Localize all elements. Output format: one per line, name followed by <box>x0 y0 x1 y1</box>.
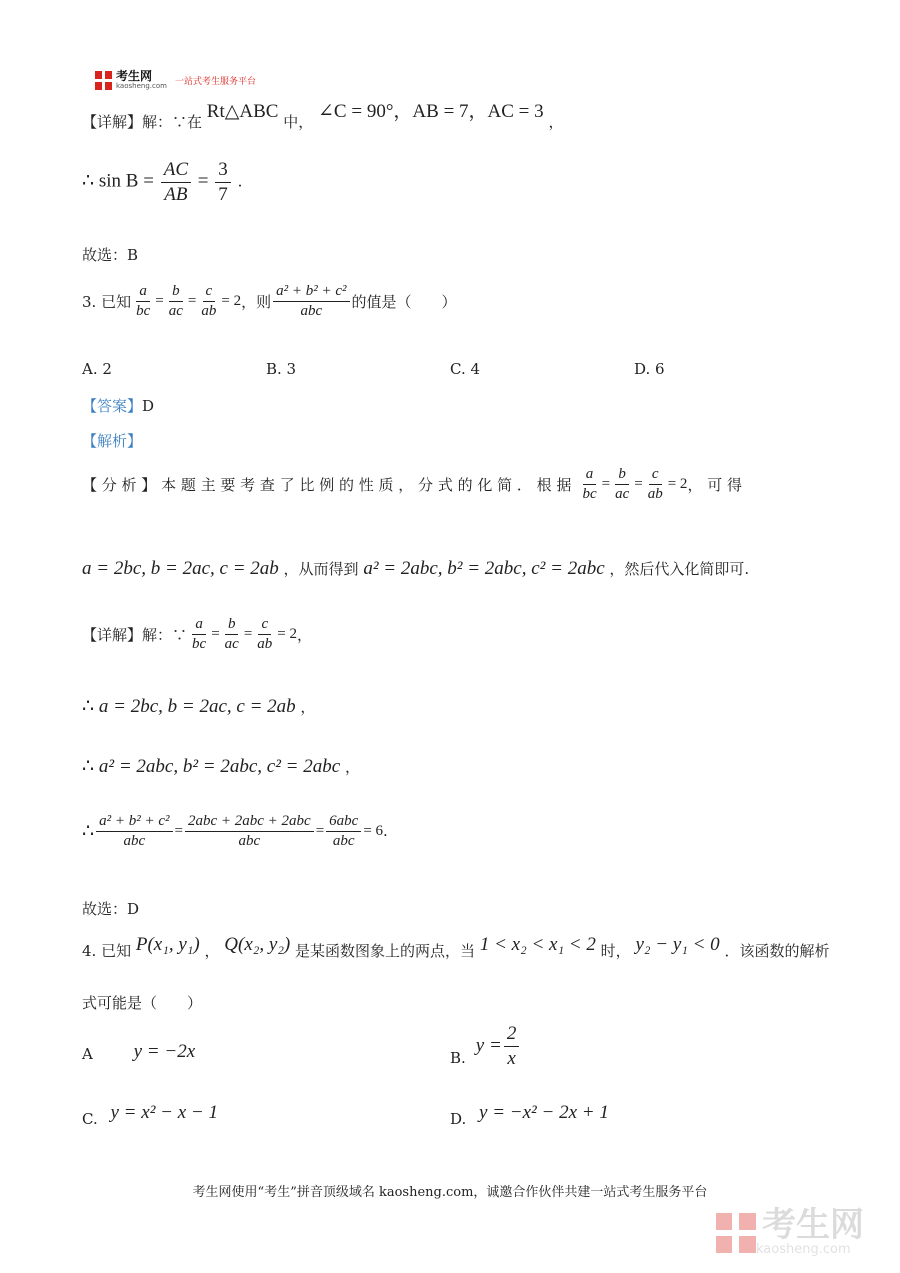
watermark-mark-icon <box>716 1213 756 1253</box>
fraction-sum-squares: $\frac{\text{a² + b² + c²}}{\text{abc}}$ <box>273 282 349 321</box>
q4-option-a: A y = −2x <box>82 1041 196 1063</box>
fraction-ac-ab: $\frac{AC}{AB}$ <box>161 158 191 207</box>
watermark-logo <box>716 1205 864 1257</box>
q3-step-3: ∴ $\frac{\text{a² + b² + c²}}{\text{abc}}$ = $\frac{\text{2abc + 2abc + 2abc}}{\text{abc}}$ = $\frac{\text{6abc}}{\text{abc}}$ = 6 . <box>82 813 388 849</box>
q2-sinb-line: ∴ sin B = $\frac{AC}{AB}$ = $\frac{3}{7}$ . <box>82 159 243 205</box>
q3-analysis-relations: a = 2bc, b = 2ac, c = 2ab ，从而得到 a² = 2abc, b² = 2abc, c² = 2abc ，然后代入化简即可. <box>82 558 750 579</box>
q3-option-d: D. 6 <box>634 360 665 378</box>
q3-analysis-line: 【 分 析 】 本 题 主 要 考 查 了 比 例 的 性 质 ， 分 式 的 化 简 ． 根 据 $\frac{a}{bc}$ = $\frac{b}{ac}$ = $\frac{c}{ab}$ = 2 ， 可 得 <box>82 466 742 502</box>
q3-step-2: ∴ a² = 2abc, b² = 2abc, c² = 2abc ， <box>82 755 360 777</box>
q3-option-a: A. 2 <box>82 360 112 378</box>
q3-detail-line: 【详解】解：∵ $\frac{a}{bc}$ = $\frac{b}{ac}$ = $\frac{c}{ab}$ = 2 ， <box>82 616 313 652</box>
q3-step-1: ∴ a = 2bc, b = 2ac, c = 2ab ， <box>82 695 316 717</box>
q4-option-d: D. y = −x² − 2x + 1 <box>450 1102 609 1128</box>
fraction-c-ab: $\frac{c}{ab}$ <box>201 283 217 319</box>
q2-detail-line: 【详解】解：∵在 Rt△ABC 中， ∠C = 90°，AB = 7，AC = 3 ， <box>82 101 564 131</box>
logo-mark-icon <box>95 71 112 90</box>
q4-option-b: B. y = $\frac{2}{x}$ <box>450 1022 521 1071</box>
q4-stem-line2: 式可能是（ ） <box>82 994 203 1012</box>
logo-sub: kaosheng.com <box>116 82 167 90</box>
q3-choice: 故选：D <box>82 900 140 918</box>
watermark-sub: kaosheng.com <box>756 1242 851 1257</box>
fraction-3-7: $\frac{3}{7}$ <box>215 158 231 207</box>
fraction-a-bc: $\frac{a}{bc}$ <box>136 283 151 319</box>
q3-option-b: B. 3 <box>266 360 297 378</box>
header-logo <box>95 70 256 90</box>
q4-option-c: C. y = x² − x − 1 <box>82 1102 218 1128</box>
logo-slogan: 一站式考生服务平台 <box>174 76 256 87</box>
q4-stem-line1: 4. 已知 P(x₁, y₁) ， Q(x₂, y₂) 是某函数图象上的两点，当 1 < x₂ < x₁ < 2 时， y₂ − y₁ < 0 ．该函数的解析 <box>82 934 830 960</box>
q3-stem: 3. 已知 $\frac{a}{bc}$ = $\frac{b}{ac}$ = $\frac{c}{ab}$ = 2 ，则 $\frac{\text{a² + b² + c²}}{\text{abc}}$ 的值是（ ） <box>82 283 457 319</box>
logo-text: 考生网 <box>116 69 153 83</box>
q3-analysis-label: 【解析】 <box>82 432 143 450</box>
q3-option-c: C. 4 <box>450 360 481 378</box>
q3-answer: 【答案】D <box>82 397 155 415</box>
q2-choice: 故选：B <box>82 246 139 264</box>
watermark-text: 考生网 <box>762 1205 864 1245</box>
page-footer: 考生网使用“考生”拼音顶级域名 kaosheng.com，诚邀合作伙伴共建一站式考生服务平台 <box>192 1185 708 1200</box>
fraction-b-ac: $\frac{b}{ac}$ <box>168 283 183 319</box>
